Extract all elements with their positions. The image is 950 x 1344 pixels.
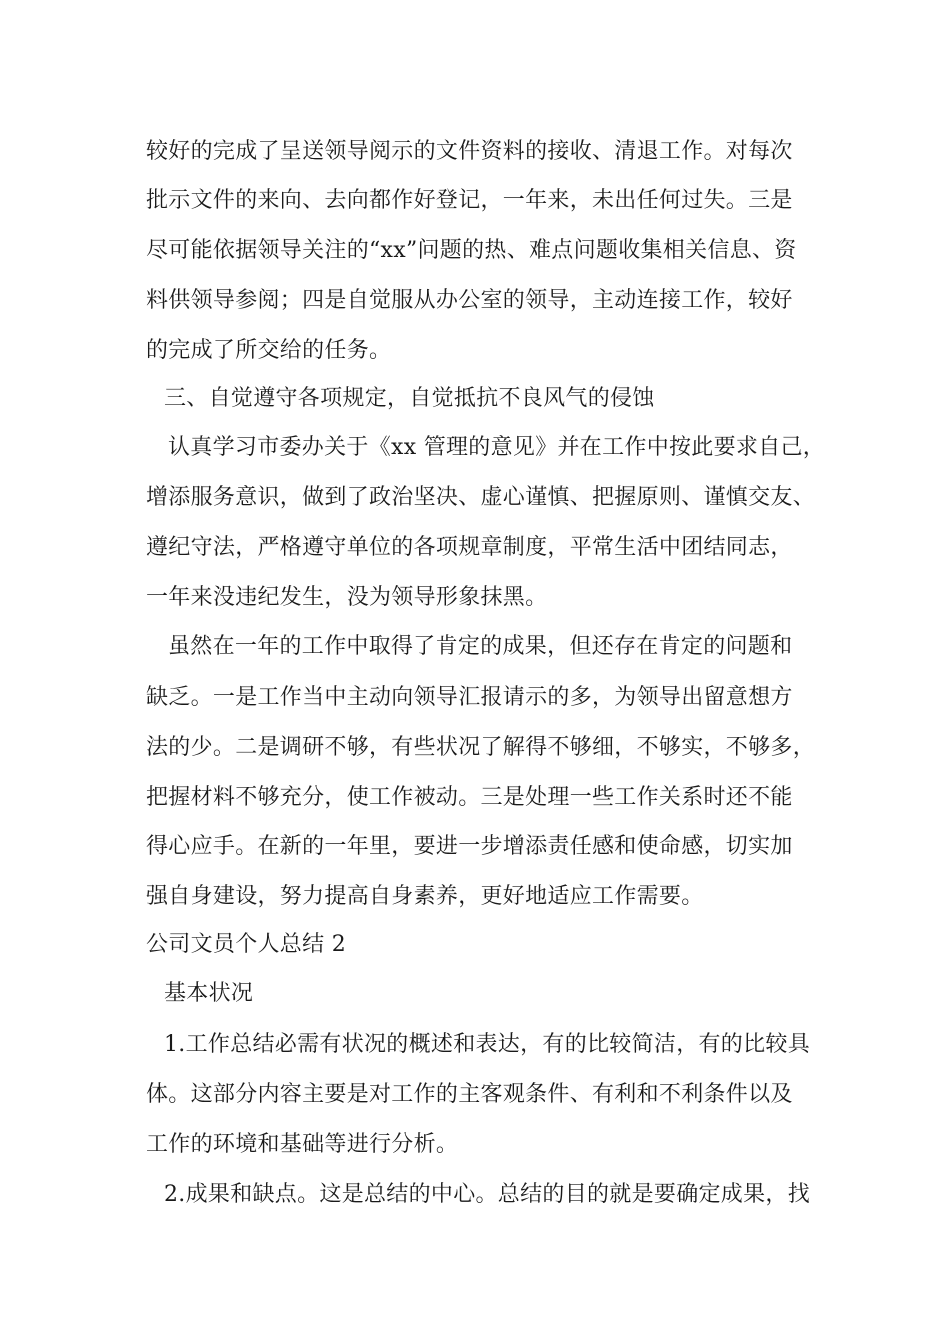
document-subtitle: 公司文员个人总结 2 (146, 932, 346, 957)
paragraph-line: 2.成果和缺点。这是总结的中心。总结的目的就是要确定成果，找 (164, 1182, 810, 1207)
paragraph-line: 较好的完成了呈送领导阅示的文件资料的接收、清退工作。对每次 (146, 139, 793, 164)
paragraph-line: 认真学习市委办关于《xx 管理的意见》并在工作中按此要求自己， (168, 435, 826, 460)
section-heading: 三、自觉遵守各项规定，自觉抵抗不良风气的侵蚀 (164, 386, 655, 411)
paragraph-line: 缺乏。一是工作当中主动向领导汇报请示的多，为领导出留意想方 (146, 685, 793, 710)
paragraph-line: 遵纪守法，严格遵守单位的各项规章制度，平常生活中团结同志， (146, 535, 793, 560)
paragraph-line: 虽然在一年的工作中取得了肯定的成果，但还存在肯定的问题和 (168, 634, 793, 659)
paragraph-line: 法的少。二是调研不够，有些状况了解得不够细，不够实，不够多， (146, 735, 816, 760)
section-heading: 基本状况 (164, 981, 254, 1006)
paragraph-line: 1.工作总结必需有状况的概述和表达，有的比较简洁，有的比较具 (164, 1032, 810, 1057)
paragraph-line: 批示文件的来向、去向都作好登记，一年来，未出任何过失。三是 (146, 188, 793, 213)
paragraph-line: 把握材料不够充分，使工作被动。三是处理一些工作关系时还不能 (146, 785, 793, 810)
paragraph-line: 体。这部分内容主要是对工作的主客观条件、有利和不利条件以及 (146, 1082, 793, 1107)
paragraph-line: 的完成了所交给的任务。 (146, 338, 392, 363)
paragraph-line: 强自身建设，努力提高自身素养，更好地适应工作需要。 (146, 884, 704, 909)
paragraph-line: 得心应手。在新的一年里，要进一步增添责任感和使命感，切实加 (146, 834, 793, 859)
paragraph-line: 工作的环境和基础等进行分析。 (146, 1132, 459, 1157)
paragraph-line: 尽可能依据领导关注的“xx”问题的热、难点问题收集相关信息、资 (146, 238, 797, 263)
paragraph-line: 料供领导参阅；四是自觉服从办公室的领导，主动连接工作，较好 (146, 288, 793, 313)
paragraph-line: 增添服务意识，做到了政治坚决、虚心谨慎、把握原则、谨慎交友、 (146, 485, 816, 510)
paragraph-line: 一年来没违纪发生，没为领导形象抹黑。 (146, 585, 548, 610)
